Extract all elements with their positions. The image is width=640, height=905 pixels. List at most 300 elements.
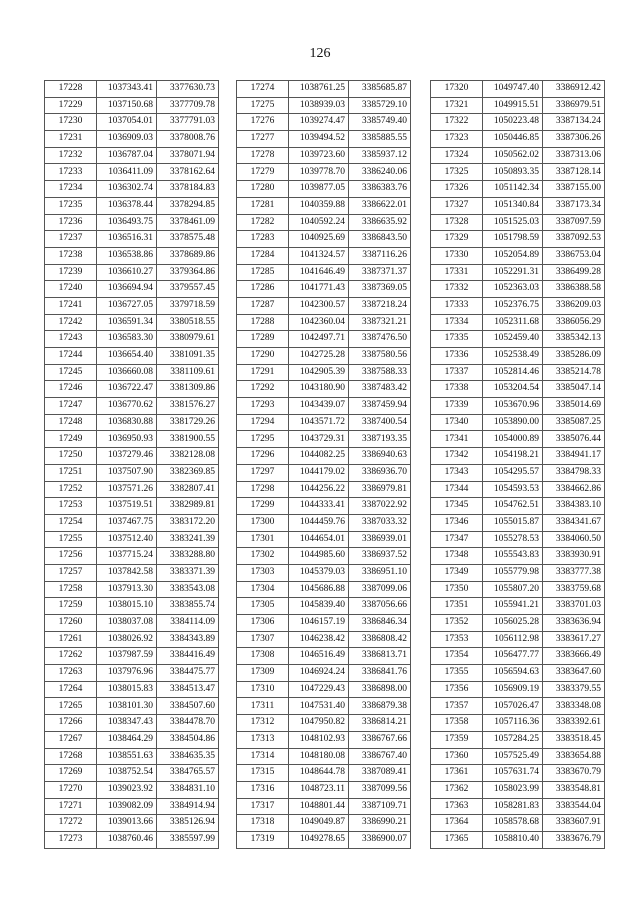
x-coordinate-cell: 1046924.24	[289, 665, 349, 682]
y-coordinate-cell: 3385342.13	[543, 331, 605, 348]
table-row	[45, 97, 219, 114]
table-row	[237, 297, 411, 314]
table-row	[237, 564, 411, 581]
x-coordinate-cell: 1038347.43	[97, 715, 157, 732]
point-id-cell: 17255	[45, 531, 97, 548]
y-coordinate-cell: 3384383.10	[543, 498, 605, 515]
x-coordinate-cell: 1037842.58	[97, 564, 157, 581]
y-coordinate-cell: 3385885.55	[349, 131, 411, 148]
table-row	[45, 81, 219, 98]
point-id-cell: 17348	[431, 548, 483, 565]
table-row	[45, 214, 219, 231]
x-coordinate-cell: 1037279.46	[97, 448, 157, 465]
point-id-cell: 17261	[45, 631, 97, 648]
table-row	[45, 381, 219, 398]
point-id-cell: 17259	[45, 598, 97, 615]
x-coordinate-cell: 1037150.68	[97, 97, 157, 114]
point-id-cell: 17353	[431, 631, 483, 648]
y-coordinate-cell: 3384507.60	[157, 698, 219, 715]
table-row	[45, 648, 219, 665]
y-coordinate-cell: 3382369.85	[157, 464, 219, 481]
table-row	[237, 264, 411, 281]
table-row	[237, 414, 411, 431]
point-id-cell: 17236	[45, 214, 97, 231]
y-coordinate-cell: 3385729.10	[349, 97, 411, 114]
x-coordinate-cell: 1040925.69	[289, 231, 349, 248]
table-row	[431, 698, 605, 715]
point-id-cell: 17308	[237, 648, 289, 665]
table-row	[45, 598, 219, 615]
x-coordinate-cell: 1036654.40	[97, 348, 157, 365]
point-id-cell: 17341	[431, 431, 483, 448]
point-id-cell: 17365	[431, 831, 483, 848]
x-coordinate-cell: 1039082.09	[97, 798, 157, 815]
x-coordinate-cell: 1058810.40	[483, 831, 543, 848]
table-row	[431, 147, 605, 164]
x-coordinate-cell: 1057631.74	[483, 765, 543, 782]
x-coordinate-cell: 1054762.51	[483, 498, 543, 515]
y-coordinate-cell: 3387476.50	[349, 331, 411, 348]
point-id-cell: 17316	[237, 781, 289, 798]
point-id-cell: 17284	[237, 247, 289, 264]
table-row	[45, 197, 219, 214]
y-coordinate-cell: 3377630.73	[157, 81, 219, 98]
y-coordinate-cell: 3381900.55	[157, 431, 219, 448]
y-coordinate-cell: 3381729.26	[157, 414, 219, 431]
table-row	[45, 297, 219, 314]
y-coordinate-cell: 3386937.52	[349, 548, 411, 565]
x-coordinate-cell: 1036694.94	[97, 281, 157, 298]
table-row	[237, 531, 411, 548]
y-coordinate-cell: 3384060.50	[543, 531, 605, 548]
x-coordinate-cell: 1050223.48	[483, 114, 543, 131]
table-row	[45, 331, 219, 348]
point-id-cell: 17351	[431, 598, 483, 615]
point-id-cell: 17294	[237, 414, 289, 431]
point-id-cell: 17266	[45, 715, 97, 732]
x-coordinate-cell: 1041646.49	[289, 264, 349, 281]
point-id-cell: 17270	[45, 781, 97, 798]
x-coordinate-cell: 1037715.24	[97, 548, 157, 565]
x-coordinate-cell: 1052291.31	[483, 264, 543, 281]
point-id-cell: 17315	[237, 765, 289, 782]
table-row	[237, 798, 411, 815]
x-coordinate-cell: 1040592.24	[289, 214, 349, 231]
table-row	[237, 665, 411, 682]
coordinate-table-2	[236, 80, 411, 849]
point-id-cell: 17314	[237, 748, 289, 765]
x-coordinate-cell: 1037519.51	[97, 498, 157, 515]
y-coordinate-cell: 3386767.40	[349, 748, 411, 765]
table-row	[431, 281, 605, 298]
y-coordinate-cell: 3386499.28	[543, 264, 605, 281]
point-id-cell: 17275	[237, 97, 289, 114]
x-coordinate-cell: 1056112.98	[483, 631, 543, 648]
x-coordinate-cell: 1036830.88	[97, 414, 157, 431]
point-id-cell: 17313	[237, 731, 289, 748]
table-row	[237, 815, 411, 832]
table-row	[431, 715, 605, 732]
x-coordinate-cell: 1049278.65	[289, 831, 349, 848]
x-coordinate-cell: 1036727.05	[97, 297, 157, 314]
table-row	[45, 181, 219, 198]
x-coordinate-cell: 1037507.90	[97, 464, 157, 481]
y-coordinate-cell: 3386841.76	[349, 665, 411, 682]
table-row	[237, 281, 411, 298]
y-coordinate-cell: 3386979.51	[543, 97, 605, 114]
table-row	[237, 464, 411, 481]
table-row	[45, 731, 219, 748]
point-id-cell: 17363	[431, 798, 483, 815]
table-row	[237, 698, 411, 715]
x-coordinate-cell: 1046516.49	[289, 648, 349, 665]
x-coordinate-cell: 1039274.47	[289, 114, 349, 131]
table-row	[431, 398, 605, 415]
point-id-cell: 17237	[45, 231, 97, 248]
y-coordinate-cell: 3387173.34	[543, 197, 605, 214]
y-coordinate-cell: 3386388.58	[543, 281, 605, 298]
y-coordinate-cell: 3383392.61	[543, 715, 605, 732]
point-id-cell: 17319	[237, 831, 289, 848]
point-id-cell: 17327	[431, 197, 483, 214]
table-row	[237, 431, 411, 448]
table-row	[431, 631, 605, 648]
table-row	[45, 464, 219, 481]
table-row	[237, 381, 411, 398]
y-coordinate-cell: 3386635.92	[349, 214, 411, 231]
y-coordinate-cell: 3378184.83	[157, 181, 219, 198]
point-id-cell: 17257	[45, 564, 97, 581]
y-coordinate-cell: 3386814.21	[349, 715, 411, 732]
y-coordinate-cell: 3385937.12	[349, 147, 411, 164]
table-row	[237, 765, 411, 782]
point-id-cell: 17293	[237, 398, 289, 415]
y-coordinate-cell: 3387483.42	[349, 381, 411, 398]
x-coordinate-cell: 1044459.76	[289, 514, 349, 531]
x-coordinate-cell: 1053204.54	[483, 381, 543, 398]
table-row	[431, 331, 605, 348]
point-id-cell: 17349	[431, 564, 483, 581]
table-row	[45, 564, 219, 581]
y-coordinate-cell: 3386056.29	[543, 314, 605, 331]
y-coordinate-cell: 3383666.49	[543, 648, 605, 665]
table-row	[431, 364, 605, 381]
x-coordinate-cell: 1043439.07	[289, 398, 349, 415]
y-coordinate-cell: 3385685.87	[349, 81, 411, 98]
table-row	[45, 748, 219, 765]
point-id-cell: 17299	[237, 498, 289, 515]
point-id-cell: 17344	[431, 481, 483, 498]
point-id-cell: 17250	[45, 448, 97, 465]
table-row	[431, 531, 605, 548]
y-coordinate-cell: 3384798.33	[543, 464, 605, 481]
y-coordinate-cell: 3386898.00	[349, 681, 411, 698]
table-row	[237, 181, 411, 198]
table-row	[237, 214, 411, 231]
point-id-cell: 17239	[45, 264, 97, 281]
y-coordinate-cell: 3387321.21	[349, 314, 411, 331]
table-row	[237, 548, 411, 565]
table-row	[237, 481, 411, 498]
x-coordinate-cell: 1039723.60	[289, 147, 349, 164]
x-coordinate-cell: 1043571.72	[289, 414, 349, 431]
y-coordinate-cell: 3386939.01	[349, 531, 411, 548]
point-id-cell: 17306	[237, 615, 289, 632]
x-coordinate-cell: 1043729.31	[289, 431, 349, 448]
y-coordinate-cell: 3384341.67	[543, 514, 605, 531]
y-coordinate-cell: 3387193.35	[349, 431, 411, 448]
y-coordinate-cell: 3385126.94	[157, 815, 219, 832]
table-row	[431, 781, 605, 798]
point-id-cell: 17300	[237, 514, 289, 531]
x-coordinate-cell: 1052814.46	[483, 364, 543, 381]
point-id-cell: 17321	[431, 97, 483, 114]
point-id-cell: 17347	[431, 531, 483, 548]
point-id-cell: 17235	[45, 197, 97, 214]
point-id-cell: 17249	[45, 431, 97, 448]
point-id-cell: 17262	[45, 648, 97, 665]
x-coordinate-cell: 1058281.83	[483, 798, 543, 815]
point-id-cell: 17281	[237, 197, 289, 214]
y-coordinate-cell: 3383543.08	[157, 581, 219, 598]
x-coordinate-cell: 1037467.75	[97, 514, 157, 531]
table-row	[431, 765, 605, 782]
y-coordinate-cell: 3385076.44	[543, 431, 605, 448]
x-coordinate-cell: 1056909.19	[483, 681, 543, 698]
y-coordinate-cell: 3384765.57	[157, 765, 219, 782]
y-coordinate-cell: 3383930.91	[543, 548, 605, 565]
table-row	[237, 631, 411, 648]
table-row	[237, 731, 411, 748]
x-coordinate-cell: 1036722.47	[97, 381, 157, 398]
point-id-cell: 17309	[237, 665, 289, 682]
table-row	[237, 314, 411, 331]
x-coordinate-cell: 1041771.43	[289, 281, 349, 298]
y-coordinate-cell: 3387097.59	[543, 214, 605, 231]
point-id-cell: 17318	[237, 815, 289, 832]
x-coordinate-cell: 1036302.74	[97, 181, 157, 198]
x-coordinate-cell: 1045379.03	[289, 564, 349, 581]
table-row	[45, 481, 219, 498]
point-id-cell: 17342	[431, 448, 483, 465]
y-coordinate-cell: 3387092.53	[543, 231, 605, 248]
y-coordinate-cell: 3380518.55	[157, 314, 219, 331]
table-row	[431, 164, 605, 181]
y-coordinate-cell: 3387116.26	[349, 247, 411, 264]
table-row	[431, 297, 605, 314]
y-coordinate-cell: 3386951.10	[349, 564, 411, 581]
table-row	[45, 131, 219, 148]
y-coordinate-cell: 3384475.77	[157, 665, 219, 682]
x-coordinate-cell: 1047229.43	[289, 681, 349, 698]
x-coordinate-cell: 1055807.20	[483, 581, 543, 598]
x-coordinate-cell: 1039023.92	[97, 781, 157, 798]
point-id-cell: 17240	[45, 281, 97, 298]
point-id-cell: 17242	[45, 314, 97, 331]
point-id-cell: 17356	[431, 681, 483, 698]
y-coordinate-cell: 3383777.38	[543, 564, 605, 581]
point-id-cell: 17238	[45, 247, 97, 264]
table-row	[45, 548, 219, 565]
table-row	[431, 231, 605, 248]
point-id-cell: 17279	[237, 164, 289, 181]
table-row	[431, 181, 605, 198]
table-row	[237, 331, 411, 348]
table-row	[237, 231, 411, 248]
point-id-cell: 17264	[45, 681, 97, 698]
x-coordinate-cell: 1042497.71	[289, 331, 349, 348]
x-coordinate-cell: 1046157.19	[289, 615, 349, 632]
point-id-cell: 17364	[431, 815, 483, 832]
x-coordinate-cell: 1051142.34	[483, 181, 543, 198]
table-row	[237, 781, 411, 798]
x-coordinate-cell: 1041324.57	[289, 247, 349, 264]
point-id-cell: 17252	[45, 481, 97, 498]
point-id-cell: 17361	[431, 765, 483, 782]
table-row	[237, 247, 411, 264]
x-coordinate-cell: 1038015.83	[97, 681, 157, 698]
y-coordinate-cell: 3378461.09	[157, 214, 219, 231]
point-id-cell: 17251	[45, 464, 97, 481]
x-coordinate-cell: 1055015.87	[483, 514, 543, 531]
y-coordinate-cell: 3386383.76	[349, 181, 411, 198]
table-row	[237, 197, 411, 214]
y-coordinate-cell: 3387313.06	[543, 147, 605, 164]
x-coordinate-cell: 1038752.54	[97, 765, 157, 782]
y-coordinate-cell: 3386843.50	[349, 231, 411, 248]
y-coordinate-cell: 3380979.61	[157, 331, 219, 348]
table-row	[237, 581, 411, 598]
point-id-cell: 17307	[237, 631, 289, 648]
point-id-cell: 17335	[431, 331, 483, 348]
table-row	[45, 581, 219, 598]
x-coordinate-cell: 1036770.62	[97, 398, 157, 415]
y-coordinate-cell: 3386813.71	[349, 648, 411, 665]
y-coordinate-cell: 3378575.48	[157, 231, 219, 248]
y-coordinate-cell: 3384635.35	[157, 748, 219, 765]
y-coordinate-cell: 3386900.07	[349, 831, 411, 848]
x-coordinate-cell: 1055941.21	[483, 598, 543, 615]
table-row	[237, 498, 411, 515]
point-id-cell: 17296	[237, 448, 289, 465]
table-row	[431, 731, 605, 748]
x-coordinate-cell: 1054593.53	[483, 481, 543, 498]
x-coordinate-cell: 1048723.11	[289, 781, 349, 798]
table-row	[237, 598, 411, 615]
point-id-cell: 17331	[431, 264, 483, 281]
x-coordinate-cell: 1036909.03	[97, 131, 157, 148]
table-row	[45, 765, 219, 782]
x-coordinate-cell: 1057116.36	[483, 715, 543, 732]
table-row	[431, 464, 605, 481]
point-id-cell: 17340	[431, 414, 483, 431]
y-coordinate-cell: 3383670.79	[543, 765, 605, 782]
point-id-cell: 17289	[237, 331, 289, 348]
y-coordinate-cell: 3387371.37	[349, 264, 411, 281]
y-coordinate-cell: 3384941.17	[543, 448, 605, 465]
y-coordinate-cell: 3382807.41	[157, 481, 219, 498]
point-id-cell: 17258	[45, 581, 97, 598]
point-id-cell: 17248	[45, 414, 97, 431]
point-id-cell: 17305	[237, 598, 289, 615]
table-row	[431, 514, 605, 531]
y-coordinate-cell: 3378162.64	[157, 164, 219, 181]
point-id-cell: 17285	[237, 264, 289, 281]
table-row	[431, 381, 605, 398]
y-coordinate-cell: 3384416.49	[157, 648, 219, 665]
table-row	[431, 748, 605, 765]
y-coordinate-cell: 3386940.63	[349, 448, 411, 465]
x-coordinate-cell: 1055779.98	[483, 564, 543, 581]
x-coordinate-cell: 1036538.86	[97, 247, 157, 264]
x-coordinate-cell: 1042905.39	[289, 364, 349, 381]
point-id-cell: 17231	[45, 131, 97, 148]
table-row	[431, 314, 605, 331]
point-id-cell: 17288	[237, 314, 289, 331]
x-coordinate-cell: 1057525.49	[483, 748, 543, 765]
y-coordinate-cell: 3383379.55	[543, 681, 605, 698]
x-coordinate-cell: 1042725.28	[289, 348, 349, 365]
x-coordinate-cell: 1058023.99	[483, 781, 543, 798]
point-id-cell: 17330	[431, 247, 483, 264]
table-row	[431, 81, 605, 98]
point-id-cell: 17272	[45, 815, 97, 832]
y-coordinate-cell: 3386990.21	[349, 815, 411, 832]
table-row	[45, 615, 219, 632]
x-coordinate-cell: 1042360.04	[289, 314, 349, 331]
x-coordinate-cell: 1050893.35	[483, 164, 543, 181]
x-coordinate-cell: 1037976.96	[97, 665, 157, 682]
x-coordinate-cell: 1038015.10	[97, 598, 157, 615]
y-coordinate-cell: 3383548.81	[543, 781, 605, 798]
table-row	[45, 364, 219, 381]
x-coordinate-cell: 1051340.84	[483, 197, 543, 214]
table-row	[45, 781, 219, 798]
y-coordinate-cell: 3386753.04	[543, 247, 605, 264]
x-coordinate-cell: 1042300.57	[289, 297, 349, 314]
y-coordinate-cell: 3386808.42	[349, 631, 411, 648]
table-row	[45, 398, 219, 415]
x-coordinate-cell: 1036610.27	[97, 264, 157, 281]
x-coordinate-cell: 1056594.63	[483, 665, 543, 682]
y-coordinate-cell: 3386622.01	[349, 197, 411, 214]
x-coordinate-cell: 1052054.89	[483, 247, 543, 264]
point-id-cell: 17322	[431, 114, 483, 131]
x-coordinate-cell: 1051525.03	[483, 214, 543, 231]
y-coordinate-cell: 3384478.70	[157, 715, 219, 732]
point-id-cell: 17346	[431, 514, 483, 531]
table-row	[237, 398, 411, 415]
x-coordinate-cell: 1045839.40	[289, 598, 349, 615]
point-id-cell: 17273	[45, 831, 97, 848]
table-row	[237, 681, 411, 698]
point-id-cell: 17357	[431, 698, 483, 715]
x-coordinate-cell: 1038939.03	[289, 97, 349, 114]
y-coordinate-cell: 3383617.27	[543, 631, 605, 648]
y-coordinate-cell: 3387128.14	[543, 164, 605, 181]
x-coordinate-cell: 1037343.41	[97, 81, 157, 98]
table-row	[431, 247, 605, 264]
y-coordinate-cell: 3383544.04	[543, 798, 605, 815]
point-id-cell: 17229	[45, 97, 97, 114]
table-row	[431, 498, 605, 515]
x-coordinate-cell: 1054000.89	[483, 431, 543, 448]
y-coordinate-cell: 3383607.91	[543, 815, 605, 832]
point-id-cell: 17245	[45, 364, 97, 381]
table-row	[45, 164, 219, 181]
y-coordinate-cell: 3385214.78	[543, 364, 605, 381]
y-coordinate-cell: 3387400.54	[349, 414, 411, 431]
